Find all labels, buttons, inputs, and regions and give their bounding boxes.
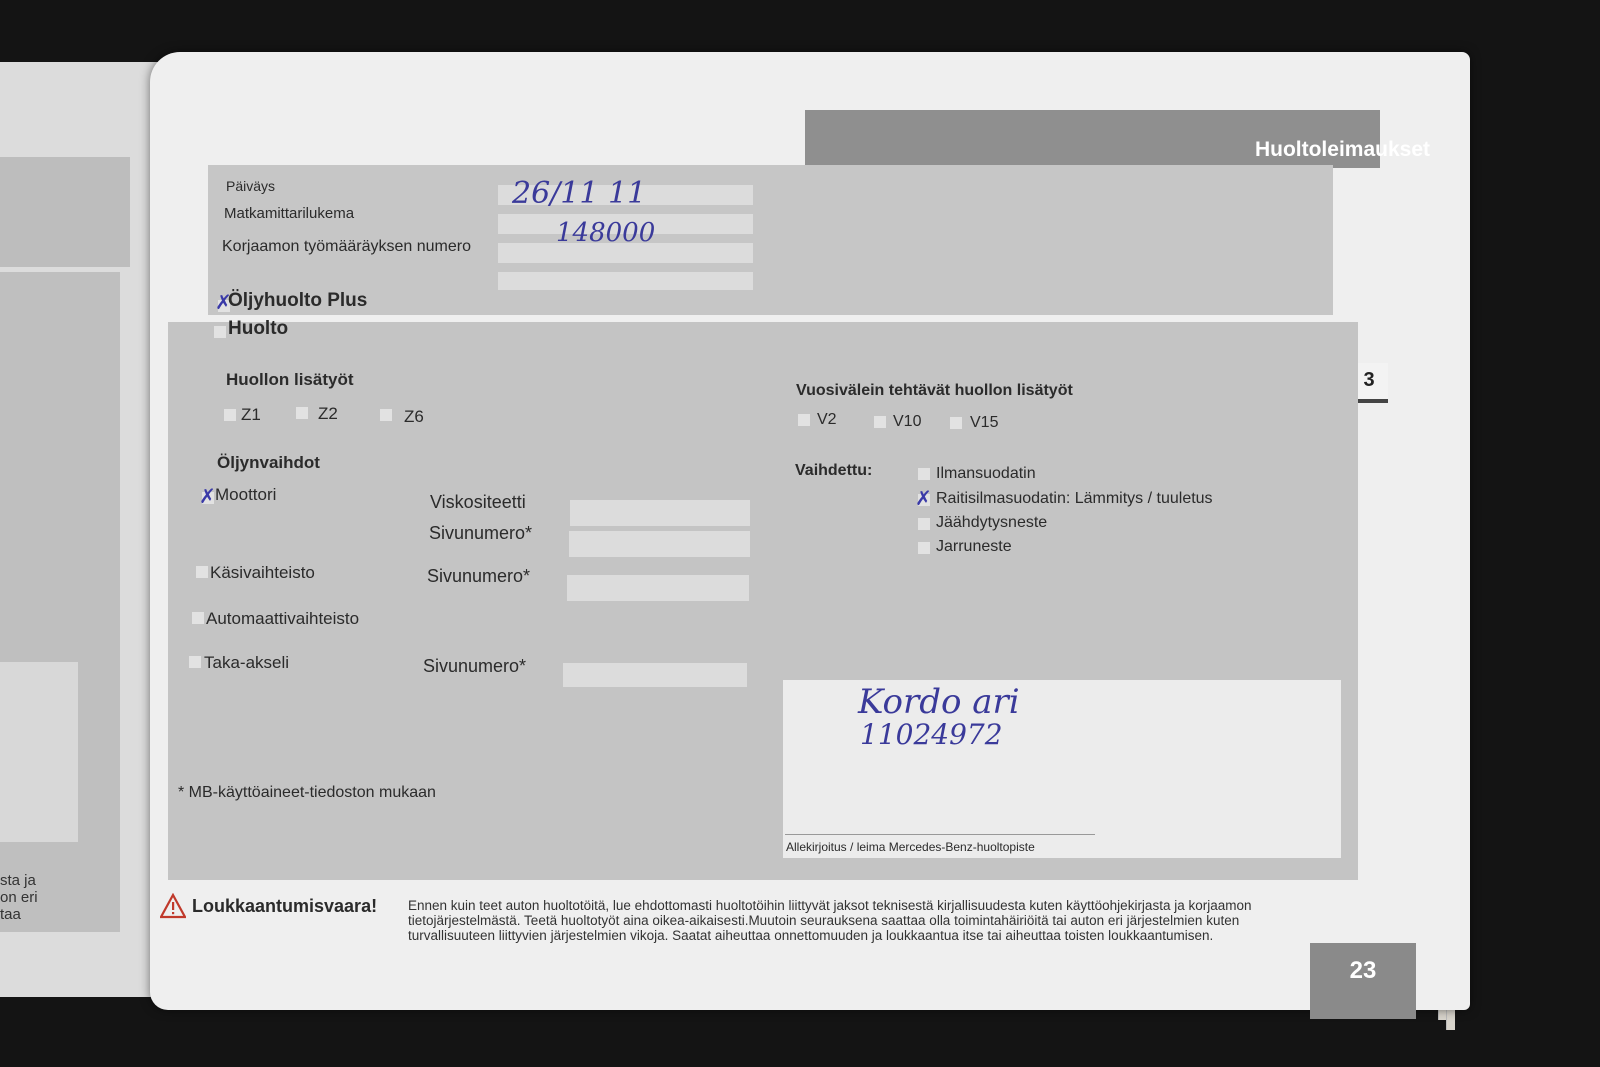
- date-label: Päiväys: [226, 178, 276, 194]
- check-mark-icon: ✗: [215, 290, 232, 314]
- left-page-box: [0, 662, 78, 842]
- warning-text: Ennen kuin teet auton huoltotöitä, lue ehdottomasti huoltotöihin liittyvät jaksot teknisestä kirjallisuudesta kuten käyttöohjekirjasta ja korjaamon tietojärjestelmästä. Teetä huoltotyöt aina oikea-aikaisesti.Muutoin seurauksena saattaa olla toimintahäiriöitä tai auton eri järjestelmien kuten turvallisuuteen liittyvien järjestelmien vikoja. Saatat aiheuttaa onnettomuuden ja loukkaantua itse tai aiheuttaa toisten loukkaantumisen.: [408, 898, 1252, 943]
- v10-label: V10: [893, 413, 922, 430]
- service-checkbox[interactable]: [214, 326, 226, 338]
- check-mark-icon: ✗: [915, 486, 932, 510]
- page-number: 23: [1310, 943, 1416, 1019]
- gearbox-page-number-label: Sivunumero*: [427, 566, 531, 586]
- left-page-text: sta ja on eri taa: [0, 872, 38, 923]
- engine-page-number-label: Sivunumero*: [429, 523, 533, 543]
- z6-label: Z6: [404, 407, 424, 426]
- extra-field[interactable]: [498, 272, 753, 290]
- z1-checkbox[interactable]: [224, 409, 236, 421]
- v10-checkbox[interactable]: [874, 416, 886, 428]
- z2-label: Z2: [318, 404, 338, 423]
- air-filter-checkbox[interactable]: [918, 468, 930, 480]
- rear-axle-label: Taka-akseli: [204, 653, 290, 672]
- v15-checkbox[interactable]: [950, 417, 962, 429]
- left-page-panel: [0, 157, 130, 267]
- handwritten-number: 11024972: [860, 718, 1003, 751]
- work-order-label: Korjaamon työmääräyksen numero: [222, 238, 472, 255]
- v2-checkbox[interactable]: [798, 414, 810, 426]
- engine-label: Moottori: [215, 485, 277, 504]
- page-title: Huoltoleimaukset: [1254, 138, 1430, 161]
- chapter-tab: 3: [1350, 363, 1388, 403]
- footnote: * MB-käyttöaineet-tiedoston mukaan: [178, 784, 436, 801]
- z1-label: Z1: [241, 405, 261, 424]
- gearbox-page-number-field[interactable]: [567, 575, 749, 601]
- engine-page-number-field[interactable]: [569, 531, 750, 557]
- v15-label: V15: [970, 414, 999, 431]
- coolant-label: Jäähdytysneste: [936, 514, 1048, 531]
- axle-page-number-field[interactable]: [563, 663, 747, 687]
- replaced-title: Vaihdettu:: [795, 462, 873, 479]
- brake-fluid-label: Jarruneste: [936, 538, 1012, 555]
- manual-gearbox-checkbox[interactable]: [196, 566, 208, 578]
- oil-changes-title: Öljynvaihdot: [217, 453, 320, 472]
- handwritten-odometer: 148000: [556, 218, 656, 248]
- z6-checkbox[interactable]: [380, 409, 392, 421]
- brake-fluid-checkbox[interactable]: [918, 542, 930, 554]
- viscosity-label: Viskositeetti: [430, 492, 526, 512]
- handwritten-signature: Kordo ari: [858, 682, 1020, 722]
- v2-label: V2: [817, 411, 837, 428]
- coolant-checkbox[interactable]: [918, 518, 930, 530]
- signature-label: Allekirjoitus / leima Mercedes-Benz-huoltopiste: [786, 840, 1035, 854]
- viscosity-field[interactable]: [570, 500, 750, 526]
- signature-line: [785, 834, 1095, 835]
- warning-title: Loukkaantumisvaara!: [192, 896, 378, 916]
- z2-checkbox[interactable]: [296, 407, 308, 419]
- warning-icon: [160, 893, 186, 919]
- axle-page-number-label: Sivunumero*: [423, 656, 527, 676]
- rear-axle-checkbox[interactable]: [189, 656, 201, 668]
- automatic-gearbox-label: Automaattivaihteisto: [206, 609, 360, 628]
- annual-work-title: Vuosivälein tehtävät huollon lisätyöt: [796, 382, 1073, 399]
- additional-work-title: Huollon lisätyöt: [226, 370, 354, 389]
- oil-service-plus-label: Öljyhuolto Plus: [228, 290, 368, 311]
- automatic-gearbox-checkbox[interactable]: [192, 612, 204, 624]
- air-filter-label: Ilmansuodatin: [936, 465, 1036, 482]
- cabin-filter-label: Raitisilmasuodatin: Lämmitys / tuuletus: [936, 490, 1213, 507]
- service-label: Huolto: [228, 318, 289, 339]
- handwritten-date: 26/11 11: [512, 176, 647, 211]
- check-mark-icon: ✗: [199, 484, 216, 508]
- manual-gearbox-label: Käsivaihteisto: [210, 563, 315, 582]
- odometer-label: Matkamittarilukema: [224, 205, 355, 222]
